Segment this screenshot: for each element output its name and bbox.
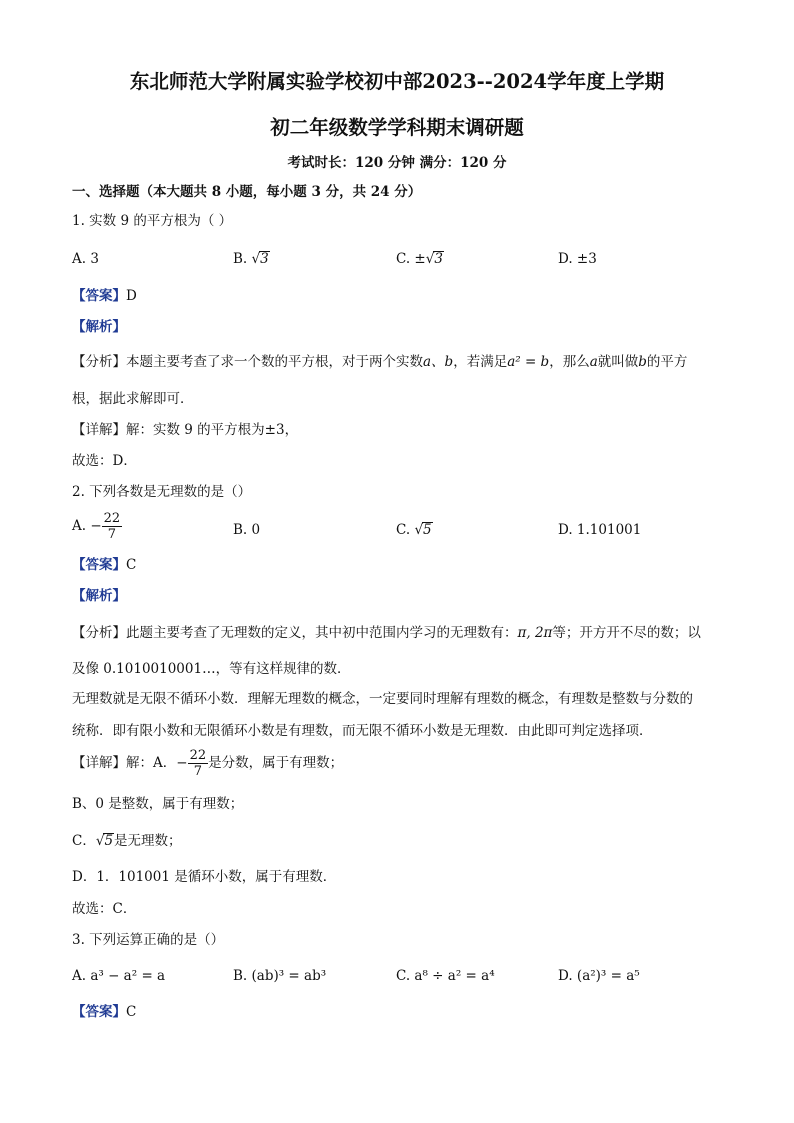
exam-title: 东北师范大学附属实验学校初中部2023--2024学年度上学期 <box>129 70 665 93</box>
q2-analysis-heading <box>72 587 126 605</box>
fenxi-text: 就叫做 <box>597 354 639 370</box>
q2-detail-d: D．1．101001 是循环小数，属于有理数． <box>72 869 337 885</box>
fenxi-text: 此题主要考查了无理数的定义，其中初中范围内学习的无理数有： <box>126 625 518 641</box>
answer-value: D <box>126 288 137 304</box>
fenxi-tag: 【分析】 <box>72 354 126 370</box>
detail-text: C． <box>72 833 96 849</box>
fraction <box>188 748 209 779</box>
fraction-numerator: 22 <box>103 511 121 526</box>
fenxi-var-b: b <box>638 354 647 370</box>
detail-text: 解：A．− <box>126 755 188 771</box>
q2-option-c <box>396 521 433 539</box>
q2-fenxi-line-2: 及像 0.1010010001…，等有这样规律的数． <box>72 661 351 677</box>
exam-subject-title: 初二年级数学学科期末调研题 <box>270 116 524 139</box>
answer-tag: 【答案】 <box>72 288 126 304</box>
q1-answer <box>72 287 137 305</box>
detail-tag: 【详解】 <box>72 755 126 771</box>
q1-analysis-heading <box>72 318 126 336</box>
q1-option-b <box>233 250 270 268</box>
q1-fenxi-line-1 <box>72 353 687 371</box>
q3-option-b: B. (ab)³ = ab³ <box>233 968 327 984</box>
fenxi-text: 的平方 <box>646 354 688 370</box>
fenxi-text: ，那么 <box>549 354 590 370</box>
q2-detail-a <box>72 748 343 779</box>
q1-option-d: D. ±3 <box>558 251 597 267</box>
q2-option-a-label: A. − <box>72 518 102 534</box>
fenxi-text: 等；开方开不尽的数；以 <box>552 625 701 641</box>
answer-value: C <box>126 557 137 573</box>
q3-option-a: A. a³ − a² = a <box>72 968 166 984</box>
q2-detail-b: B、0 是整数，属于有理数； <box>72 796 244 812</box>
q2-detail-c <box>72 832 182 850</box>
fraction <box>102 511 123 542</box>
q2-option-c-label: C. <box>396 522 411 538</box>
q1-option-c-radicand: 3 <box>434 251 443 267</box>
fraction-denominator: 7 <box>107 527 117 542</box>
q1-option-a: A. 3 <box>72 251 99 267</box>
detail-tag: 【详解】 <box>72 422 126 438</box>
sqrt-icon: √ <box>95 833 105 849</box>
analysis-tag: 【解析】 <box>72 588 126 604</box>
fraction-numerator: 22 <box>189 748 207 763</box>
q1-detail <box>72 421 298 439</box>
fenxi-equation: a² = b <box>507 354 550 370</box>
question-3-stem: 3. 下列运算正确的是（） <box>72 932 225 948</box>
q3-answer <box>72 1003 136 1021</box>
fenxi-tag: 【分析】 <box>72 625 126 641</box>
q2-option-d: D. 1.101001 <box>558 522 642 538</box>
q1-option-c <box>396 250 444 268</box>
sqrt-icon: √ <box>414 522 424 538</box>
exam-info: 考试时长：120 分钟 满分：120 分 <box>287 155 507 171</box>
q2-fenxi-line-1 <box>72 624 701 642</box>
q2-option-c-radicand: 5 <box>423 522 432 538</box>
question-2-stem: 2. 下列各数是无理数的是（） <box>72 484 252 500</box>
q2-fenxi-line-3: 无理数就是无限不循环小数．理解无理数的概念，一定要同时理解有理数的概念，有理数是整数与分数的 <box>72 691 693 707</box>
q3-option-c: C. a⁸ ÷ a² = a⁴ <box>396 968 495 984</box>
q2-fenxi-line-4: 统称．即有限小数和无限循环小数是有理数，而无限不循环小数是无理数．由此即可判定选择项． <box>72 723 653 739</box>
detail-radicand: 5 <box>104 833 114 849</box>
answer-value: C <box>126 1004 137 1020</box>
q2-answer <box>72 556 136 574</box>
section-heading: 一、选择题（本大题共 8 小题，每小题 3 分，共 24 分） <box>72 184 422 200</box>
q2-option-b: B. 0 <box>233 522 261 538</box>
q1-choose: 故选：D． <box>72 453 137 469</box>
fenxi-vars: a、b <box>423 354 454 370</box>
answer-tag: 【答案】 <box>72 1004 126 1020</box>
q1-option-c-label: C. ± <box>396 251 426 267</box>
q1-fenxi-line-2: 根，据此求解即可． <box>72 391 194 407</box>
q1-option-b-label: B. <box>233 251 248 267</box>
detail-text: 是无理数； <box>114 833 182 849</box>
detail-text: 是分数，属于有理数； <box>208 755 344 771</box>
fenxi-text: ，若满足 <box>453 354 508 370</box>
answer-tag: 【答案】 <box>72 557 126 573</box>
question-1-stem: 1. 实数 9 的平方根为（ ） <box>72 213 233 229</box>
sqrt-icon: √ <box>251 251 261 267</box>
q2-choose: 故选：C． <box>72 901 137 917</box>
analysis-tag: 【解析】 <box>72 319 126 335</box>
q2-option-a <box>72 511 122 542</box>
fraction-denominator: 7 <box>193 764 202 779</box>
detail-text: 解：实数 9 的平方根为±3， <box>126 422 299 438</box>
fenxi-var-a: a <box>589 354 598 370</box>
q3-option-d: D. (a²)³ = a⁵ <box>558 968 640 984</box>
fenxi-pi: π, 2π <box>517 625 553 641</box>
sqrt-icon: √ <box>425 251 435 267</box>
q1-option-b-radicand: 3 <box>260 251 269 267</box>
fenxi-text: 本题主要考查了求一个数的平方根，对于两个实数 <box>126 354 423 370</box>
